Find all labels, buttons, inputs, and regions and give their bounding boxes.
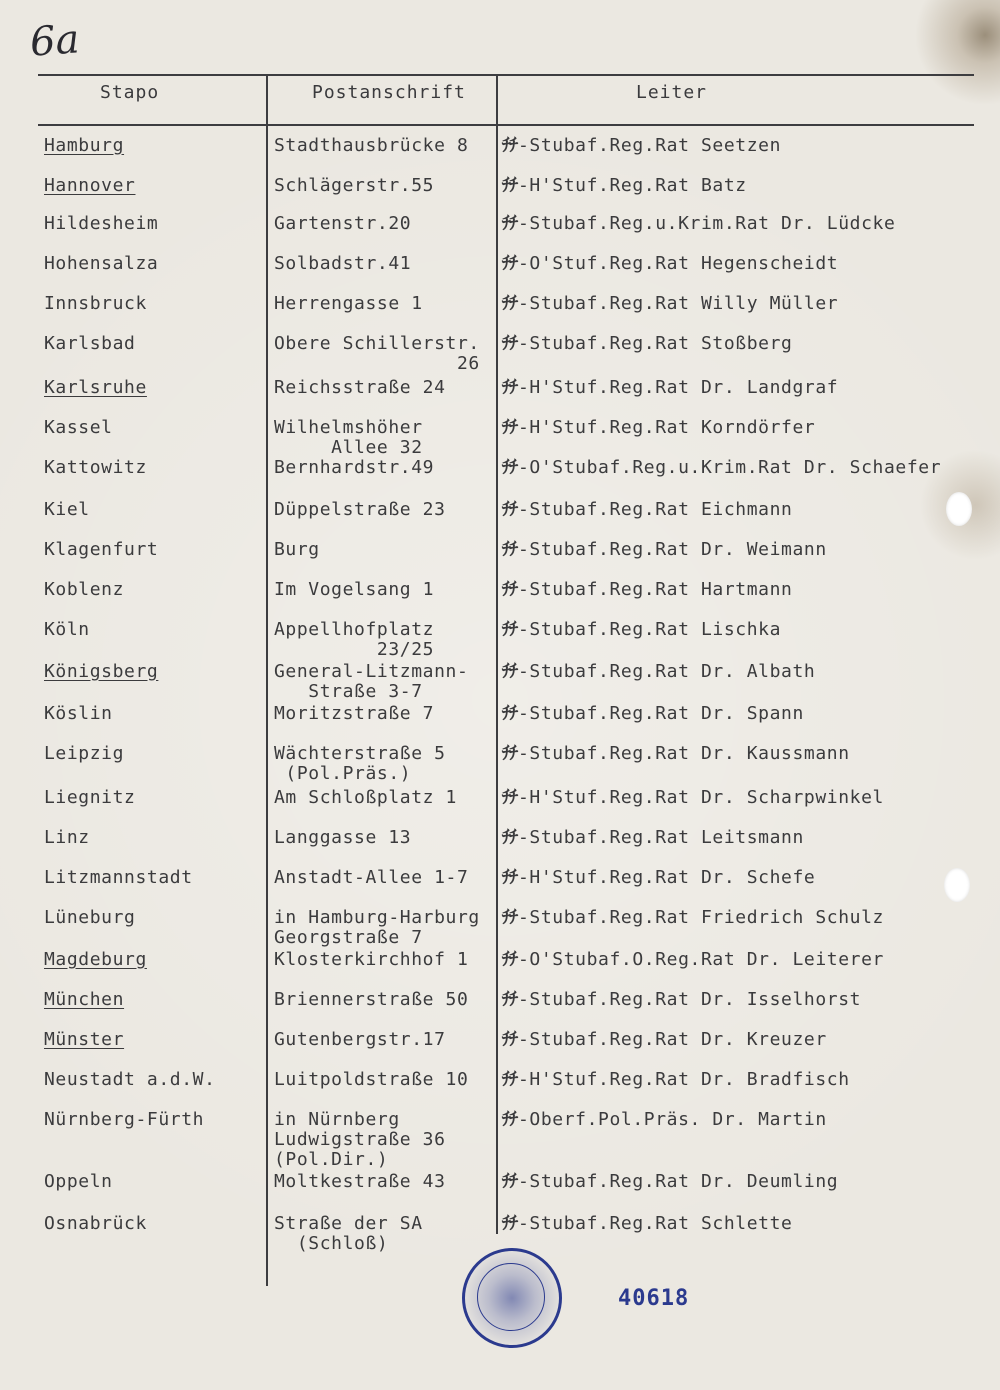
- leiter-text: -Stubaf.Reg.Rat Schlette: [518, 1213, 793, 1234]
- ss-rank-symbol: ﾁﾁ: [502, 213, 516, 234]
- ss-rank-symbol: ﾁﾁ: [502, 1171, 516, 1192]
- cell-postanschrift: Wilhelmshöher Allee 32: [274, 417, 423, 458]
- leiter-text: -Stubaf.Reg.Rat Dr. Kaussmann: [518, 743, 850, 764]
- cell-postanschrift: Anstadt-Allee 1-7: [274, 867, 469, 888]
- ss-rank-symbol: ﾁﾁ: [502, 787, 516, 808]
- leiter-text: -Stubaf.Reg.Rat Dr. Albath: [518, 661, 816, 682]
- cell-stapo: Linz: [44, 827, 90, 848]
- cell-postanschrift: Moltkestraße 43: [274, 1171, 446, 1192]
- ss-rank-symbol: ﾁﾁ: [502, 1213, 516, 1234]
- cell-leiter: [502, 990, 992, 1010]
- cell-stapo: Königsberg: [44, 661, 159, 682]
- cell-postanschrift: Schlägerstr.55: [274, 175, 435, 196]
- page-number: 6a: [28, 16, 81, 66]
- cell-leiter: [502, 1030, 992, 1050]
- table-row: [0, 580, 1000, 610]
- cell-postanschrift: Obere Schillerstr. 26: [274, 333, 480, 374]
- ss-rank-symbol: ﾁﾁ: [502, 457, 516, 478]
- cell-leiter: [502, 500, 992, 520]
- cell-leiter: [502, 214, 992, 234]
- table-row: [0, 214, 1000, 244]
- table-row: [0, 788, 1000, 818]
- ss-rank-symbol: ﾁﾁ: [502, 333, 516, 354]
- cell-leiter: [502, 334, 992, 354]
- cell-stapo: Osnabrück: [44, 1213, 147, 1234]
- ss-rank-symbol: ﾁﾁ: [502, 949, 516, 970]
- ss-rank-symbol: ﾁﾁ: [502, 135, 516, 156]
- leiter-text: -Stubaf.Reg.Rat Dr. Isselhorst: [518, 989, 862, 1010]
- cell-leiter: [502, 950, 992, 970]
- column-header-leiter: Leiter: [636, 82, 708, 103]
- table-row: [0, 540, 1000, 570]
- table-row: [0, 500, 1000, 530]
- cell-stapo: Litzmannstadt: [44, 867, 193, 888]
- cell-stapo: Kattowitz: [44, 457, 147, 478]
- cell-stapo: Karlsruhe: [44, 377, 147, 398]
- leiter-text: -Stubaf.Reg.Rat Eichmann: [518, 499, 793, 520]
- cell-leiter: [502, 908, 992, 928]
- leiter-text: -H'Stuf.Reg.Rat Batz: [518, 175, 747, 196]
- cell-postanschrift: Solbadstr.41: [274, 253, 412, 274]
- document-number: 40618: [618, 1286, 690, 1311]
- cell-stapo: Münster: [44, 1029, 125, 1050]
- leiter-text: -H'Stuf.Reg.Rat Dr. Bradfisch: [518, 1069, 850, 1090]
- table-row: [0, 619, 1000, 660]
- ss-rank-symbol: ﾁﾁ: [502, 907, 516, 928]
- table-row: [0, 1030, 1000, 1060]
- leiter-text: -Stubaf.Reg.Rat Dr. Deumling: [518, 1171, 839, 1192]
- column-divider-2: [496, 74, 498, 1234]
- table-row: [0, 868, 1000, 898]
- cell-leiter: [502, 788, 992, 808]
- table-row: [0, 704, 1000, 734]
- table-top-rule: [38, 74, 974, 76]
- leiter-text: -Stubaf.Reg.Rat Leitsmann: [518, 827, 804, 848]
- leiter-text: -Stubaf.Reg.Rat Dr. Kreuzer: [518, 1029, 827, 1050]
- ss-rank-symbol: ﾁﾁ: [502, 293, 516, 314]
- cell-stapo: Magdeburg: [44, 949, 147, 970]
- table-row: [0, 990, 1000, 1020]
- cell-stapo: Hamburg: [44, 135, 125, 156]
- leiter-text: -Stubaf.Reg.Rat Hartmann: [518, 579, 793, 600]
- ss-rank-symbol: ﾁﾁ: [502, 253, 516, 274]
- leiter-text: -Stubaf.Reg.Rat Seetzen: [518, 135, 782, 156]
- table-row: [0, 1172, 1000, 1202]
- cell-stapo: Hannover: [44, 175, 136, 196]
- cell-stapo: Kiel: [44, 499, 90, 520]
- cell-stapo: Leipzig: [44, 743, 125, 764]
- cell-leiter: [502, 620, 992, 640]
- table-row: [0, 950, 1000, 980]
- ss-rank-symbol: ﾁﾁ: [502, 499, 516, 520]
- cell-postanschrift: Am Schloßplatz 1: [274, 787, 457, 808]
- ss-rank-symbol: ﾁﾁ: [502, 417, 516, 438]
- cell-stapo: Nürnberg-Fürth: [44, 1109, 205, 1130]
- table-header-rule: [38, 124, 974, 126]
- table-row: [0, 458, 1000, 488]
- cell-stapo: München: [44, 989, 125, 1010]
- cell-postanschrift: Reichsstraße 24: [274, 377, 446, 398]
- cell-postanschrift: in Nürnberg Ludwigstraße 36 (Pol.Dir.): [274, 1109, 446, 1170]
- leiter-text: -O'Stuf.Reg.Rat Hegenscheidt: [518, 253, 839, 274]
- punch-hole-top: [946, 492, 972, 526]
- cell-postanschrift: Wächterstraße 5 (Pol.Präs.): [274, 743, 446, 784]
- ss-rank-symbol: ﾁﾁ: [502, 1029, 516, 1050]
- table-row: [0, 1070, 1000, 1100]
- cell-postanschrift: Briennerstraße 50: [274, 989, 469, 1010]
- cell-leiter: [502, 540, 992, 560]
- cell-stapo: Koblenz: [44, 579, 125, 600]
- cell-stapo: Köslin: [44, 703, 113, 724]
- punch-hole-bottom: [944, 868, 970, 902]
- cell-stapo: Karlsbad: [44, 333, 136, 354]
- cell-stapo: Hildesheim: [44, 213, 159, 234]
- cell-postanschrift: Gutenbergstr.17: [274, 1029, 446, 1050]
- cell-leiter: [502, 1214, 992, 1234]
- cell-postanschrift: General-Litzmann- Straße 3-7: [274, 661, 469, 702]
- cell-leiter: [502, 580, 992, 600]
- leiter-text: -O'Stubaf.O.Reg.Rat Dr. Leiterer: [518, 949, 884, 970]
- leiter-text: -Stubaf.Reg.Rat Willy Müller: [518, 293, 839, 314]
- cell-stapo: Kassel: [44, 417, 113, 438]
- cell-postanschrift: Stadthausbrücke 8: [274, 135, 469, 156]
- ss-rank-symbol: ﾁﾁ: [502, 703, 516, 724]
- cell-leiter: [502, 704, 992, 724]
- cell-leiter: [502, 1070, 992, 1090]
- ss-rank-symbol: ﾁﾁ: [502, 1069, 516, 1090]
- cell-postanschrift: Bernhardstr.49: [274, 457, 435, 478]
- ss-rank-symbol: ﾁﾁ: [502, 175, 516, 196]
- column-header-postanschrift: Postanschrift: [312, 82, 466, 103]
- cell-stapo: Köln: [44, 619, 90, 640]
- table-row: [0, 907, 1000, 948]
- cell-leiter: [502, 176, 992, 196]
- cell-stapo: Hohensalza: [44, 253, 159, 274]
- ss-rank-symbol: ﾁﾁ: [502, 377, 516, 398]
- cell-postanschrift: Luitpoldstraße 10: [274, 1069, 469, 1090]
- table-row: [0, 1109, 1000, 1170]
- cell-postanschrift: Burg: [274, 539, 320, 560]
- table-row: [0, 417, 1000, 458]
- ss-rank-symbol: ﾁﾁ: [502, 1109, 516, 1130]
- cell-leiter: [502, 378, 992, 398]
- cell-stapo: Klagenfurt: [44, 539, 159, 560]
- cell-postanschrift: Düppelstraße 23: [274, 499, 446, 520]
- cell-stapo: Oppeln: [44, 1171, 113, 1192]
- cell-postanschrift: Klosterkirchhof 1: [274, 949, 469, 970]
- cell-leiter: [502, 1172, 992, 1192]
- cell-leiter: [502, 868, 992, 888]
- table-row: [0, 254, 1000, 284]
- ss-rank-symbol: ﾁﾁ: [502, 619, 516, 640]
- column-header-stapo: Stapo: [100, 82, 160, 103]
- ss-rank-symbol: ﾁﾁ: [502, 827, 516, 848]
- ss-rank-symbol: ﾁﾁ: [502, 867, 516, 888]
- cell-postanschrift: Langgasse 13: [274, 827, 412, 848]
- leiter-text: -Stubaf.Reg.Rat Stoßberg: [518, 333, 793, 354]
- leiter-text: -H'Stuf.Reg.Rat Dr. Scharpwinkel: [518, 787, 884, 808]
- ss-rank-symbol: ﾁﾁ: [502, 539, 516, 560]
- ss-rank-symbol: ﾁﾁ: [502, 661, 516, 682]
- cell-leiter: [502, 136, 992, 156]
- leiter-text: -Stubaf.Reg.Rat Friedrich Schulz: [518, 907, 884, 928]
- cell-stapo: Lüneburg: [44, 907, 136, 928]
- cell-postanschrift: Appellhofplatz 23/25: [274, 619, 435, 660]
- archive-stamp: [462, 1248, 562, 1348]
- leiter-text: -H'Stuf.Reg.Rat Dr. Schefe: [518, 867, 816, 888]
- ss-rank-symbol: ﾁﾁ: [502, 743, 516, 764]
- cell-postanschrift: Moritzstraße 7: [274, 703, 435, 724]
- ss-rank-symbol: ﾁﾁ: [502, 989, 516, 1010]
- table-row: [0, 743, 1000, 784]
- cell-leiter: [502, 1110, 992, 1130]
- cell-stapo: Innsbruck: [44, 293, 147, 314]
- table-row: [0, 828, 1000, 858]
- cell-postanschrift: in Hamburg-Harburg Georgstraße 7: [274, 907, 480, 948]
- cell-leiter: [502, 254, 992, 274]
- cell-leiter: [502, 294, 992, 314]
- table-row: [0, 378, 1000, 408]
- leiter-text: -Stubaf.Reg.Rat Dr. Spann: [518, 703, 804, 724]
- cell-leiter: [502, 828, 992, 848]
- cell-leiter: [502, 418, 992, 438]
- ss-rank-symbol: ﾁﾁ: [502, 579, 516, 600]
- cell-leiter: [502, 744, 992, 764]
- table-row: [0, 176, 1000, 206]
- table-row: [0, 136, 1000, 166]
- leiter-text: -Stubaf.Reg.Rat Dr. Weimann: [518, 539, 827, 560]
- cell-leiter: [502, 662, 992, 682]
- leiter-text: -Oberf.Pol.Präs. Dr. Martin: [518, 1109, 827, 1130]
- cell-stapo: Neustadt a.d.W.: [44, 1069, 216, 1090]
- leiter-text: -H'Stuf.Reg.Rat Korndörfer: [518, 417, 816, 438]
- table-row: [0, 1213, 1000, 1254]
- cell-stapo: Liegnitz: [44, 787, 136, 808]
- cell-postanschrift: Im Vogelsang 1: [274, 579, 435, 600]
- leiter-text: -O'Stubaf.Reg.u.Krim.Rat Dr. Schaefer: [518, 457, 942, 478]
- leiter-text: -H'Stuf.Reg.Rat Dr. Landgraf: [518, 377, 839, 398]
- cell-leiter: [502, 458, 992, 478]
- cell-postanschrift: Straße der SA (Schloß): [274, 1213, 423, 1254]
- cell-postanschrift: Herrengasse 1: [274, 293, 423, 314]
- cell-postanschrift: Gartenstr.20: [274, 213, 412, 234]
- table-row: [0, 333, 1000, 374]
- leiter-text: -Stubaf.Reg.u.Krim.Rat Dr. Lüdcke: [518, 213, 896, 234]
- table-row: [0, 661, 1000, 702]
- leiter-text: -Stubaf.Reg.Rat Lischka: [518, 619, 782, 640]
- table-row: [0, 294, 1000, 324]
